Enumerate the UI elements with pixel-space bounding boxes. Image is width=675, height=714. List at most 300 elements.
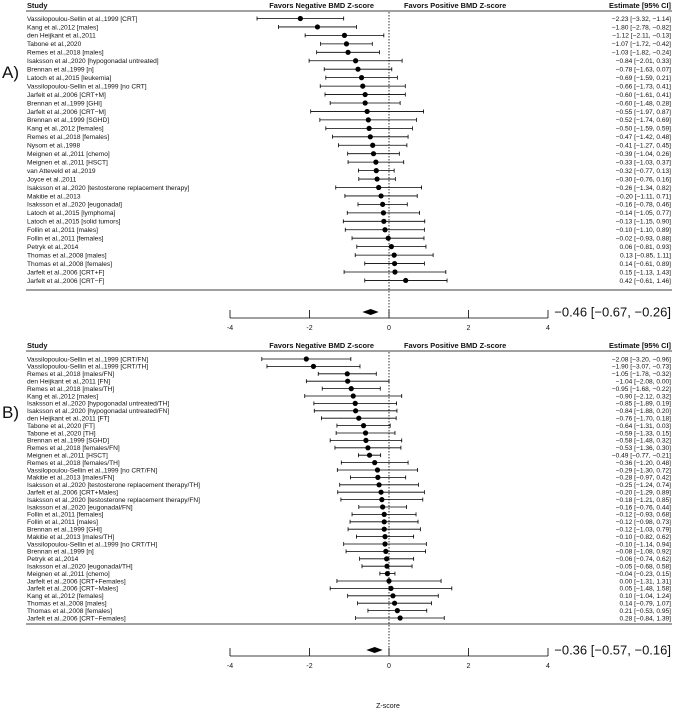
pooled-estimate-diamond — [366, 647, 382, 653]
study-row — [27, 416, 671, 423]
estimate-text: 0.21 [−0.53, 0.95] — [619, 607, 671, 615]
estimate-text: −0.84 [−1.88, 0.20] — [615, 408, 671, 416]
study-label: Jarfelt et al.,2006 [CRT−Males] — [27, 585, 118, 593]
point-estimate — [360, 84, 365, 89]
study-label: Makitie et al.,2013 — [27, 193, 81, 201]
study-label: Isaksson et al.,2020 [hypogonadal untreated/TH] — [27, 400, 170, 408]
x-tick-label: -4 — [226, 325, 234, 332]
point-estimate — [355, 67, 360, 72]
estimate-text: −1.12 [−2.11, −0.13] — [612, 32, 671, 40]
estimate-text: −0.02 [−0.93, 0.88] — [615, 235, 671, 243]
study-row — [27, 109, 671, 116]
study-row — [27, 356, 671, 363]
point-estimate — [363, 100, 368, 105]
point-estimate — [315, 24, 320, 29]
study-label: Jarfelt et al.,2006 [CRT−Females] — [27, 615, 126, 623]
study-label: Follin et al.,2011 [females] — [27, 235, 104, 243]
point-estimate — [363, 438, 368, 443]
estimate-text: −0.20 [−1.29, 0.89] — [615, 489, 671, 497]
estimate-text: −0.50 [−1.59, 0.59] — [615, 125, 671, 133]
point-estimate — [361, 423, 366, 428]
pooled-estimate-text: −0.46 [−0.67, −0.26] — [554, 304, 671, 320]
x-tick-label: -4 — [226, 663, 234, 670]
study-label: Isaksson et al.,2020 [hypogonadal untreated/FN] — [27, 408, 170, 416]
estimate-text: −0.41 [−1.27, 0.45] — [615, 142, 671, 150]
header-favors-positive: Favors Positive BMD Z-score — [404, 341, 507, 350]
study-label: Thomas et al.,2008 [males] — [27, 252, 107, 260]
study-row — [27, 482, 671, 489]
study-row — [27, 117, 671, 124]
estimate-text: −0.28 [−0.97, 0.42] — [615, 474, 671, 482]
point-estimate — [365, 445, 370, 450]
point-estimate — [380, 202, 385, 207]
study-label: Vassilopoulou-Sellin et al.,1999 [CRT/FN] — [27, 356, 149, 364]
study-label: van Atteveld et al.,2019 — [27, 167, 96, 175]
point-estimate — [349, 386, 354, 391]
point-estimate — [368, 134, 373, 139]
point-estimate — [375, 467, 380, 472]
estimate-text: −0.59 [−1.33, 0.15] — [615, 430, 671, 438]
study-row — [27, 261, 671, 268]
study-row — [27, 497, 671, 504]
study-label: Isaksson et al.,2020 [testosterone replacement therapy] — [27, 184, 190, 192]
estimate-text: 0.14 [−0.79, 1.07] — [619, 600, 671, 608]
study-rows — [27, 16, 671, 285]
study-label: Jarfelt et al.,2006 [CRT+Males] — [27, 489, 118, 497]
x-axis-title: Z-score — [376, 703, 400, 710]
point-estimate — [386, 236, 391, 241]
study-row — [27, 92, 671, 99]
study-label: Latoch et al.,2015 [solid tumors] — [27, 218, 121, 226]
point-estimate — [378, 193, 383, 198]
point-estimate — [374, 168, 379, 173]
x-tick-label: 2 — [466, 663, 471, 670]
estimate-text: 0.13 [−0.85, 1.11] — [619, 252, 671, 260]
estimate-text: −0.85 [−1.89, 0.19] — [615, 400, 671, 408]
estimate-text: −0.49 [−0.77, −0.21] — [611, 452, 671, 460]
point-estimate — [384, 564, 389, 569]
point-estimate — [371, 151, 376, 156]
study-row — [27, 58, 671, 65]
study-label: Brennan et al.,1999 [SGHD] — [27, 437, 110, 445]
study-row — [27, 379, 671, 386]
point-estimate — [381, 219, 386, 224]
study-label: Makitie et al.,2013 [males/FN] — [27, 474, 115, 482]
study-row — [27, 75, 671, 82]
estimate-text: −0.16 [−0.78, 0.46] — [615, 201, 671, 209]
estimate-text: −0.32 [−0.77, 0.13] — [615, 167, 671, 175]
point-estimate — [353, 401, 358, 406]
point-estimate — [353, 408, 358, 413]
estimate-text: −0.64 [−1.31, 0.03] — [615, 422, 671, 430]
estimate-text: −0.18 [−1.21, 0.85] — [615, 496, 671, 504]
point-estimate — [370, 143, 375, 148]
study-label: Petryk et al.,2014 — [27, 243, 79, 251]
study-row — [27, 236, 671, 243]
study-label: Joyce et al.,2011 — [27, 176, 77, 184]
estimate-text: −0.84 [−2.01, 0.33] — [615, 58, 671, 66]
point-estimate — [345, 50, 350, 55]
study-label: Vassilopoulou-Sellin et al.,1999 [CRT] — [27, 15, 138, 23]
study-label: Vassilopoulou-Sellin et al.,1999 [no CRT/FN] — [27, 467, 158, 475]
estimate-text: −0.60 [−1.61, 0.41] — [615, 91, 671, 99]
estimate-text: −0.10 [−1.10, 0.89] — [615, 227, 671, 235]
study-row — [27, 593, 671, 600]
study-label: Meignen et al.,2011 [chemo] — [27, 151, 110, 158]
study-label: Isaksson et al.,2020 [hypogonadal untreated] — [27, 58, 159, 66]
estimate-text: −0.78 [−1.63, 0.07] — [615, 66, 671, 74]
study-row — [27, 534, 671, 541]
estimate-text: −1.03 [−1.82, −0.24] — [611, 49, 671, 57]
point-estimate — [351, 393, 356, 398]
point-estimate — [373, 160, 378, 165]
point-estimate — [386, 578, 391, 583]
estimate-text: −0.05 [−0.68, 0.58] — [615, 563, 671, 571]
study-row — [27, 227, 671, 234]
estimate-text: 0.06 [−0.81, 0.93] — [619, 243, 671, 251]
estimate-text: −0.25 [−1.24, 0.74] — [615, 482, 671, 490]
point-estimate — [388, 586, 393, 591]
study-label: den Heijkant et al.,2011 [FN] — [27, 378, 111, 386]
point-estimate — [384, 556, 389, 561]
study-row — [27, 219, 671, 226]
study-row — [27, 541, 671, 548]
estimate-text: −0.10 [−0.82, 0.62] — [615, 533, 671, 541]
study-row — [27, 401, 671, 408]
study-label: Kang et al.,2012 [females] — [27, 593, 104, 601]
study-row — [27, 252, 671, 259]
study-label: Makitie et al.,2013 [males/TH] — [27, 533, 115, 541]
x-tick-label: -2 — [306, 663, 313, 670]
study-row — [27, 608, 671, 615]
estimate-text: −0.76 [−1.70, 0.18] — [615, 415, 671, 423]
study-row — [27, 504, 671, 511]
study-row — [27, 586, 671, 593]
study-label: Vassilopoulou-Sellin et al.,1999 [CRT/TH] — [27, 363, 149, 371]
study-label: Jarfelt et al.,2006 [CRT+M] — [27, 91, 106, 99]
estimate-text: −0.16 [−0.76, 0.44] — [615, 504, 671, 512]
study-label: Meignen et al.,2011 [chemo] — [27, 570, 110, 578]
point-estimate — [392, 269, 397, 274]
estimate-text: −0.36 [−1.20, 0.48] — [615, 459, 671, 467]
study-row — [27, 159, 671, 166]
x-tick-label: 4 — [546, 325, 550, 332]
study-label: Nysom et al.,1998 — [27, 142, 81, 150]
estimate-text: −0.10 [−1.14, 0.94] — [615, 541, 671, 549]
point-estimate — [374, 176, 379, 181]
point-estimate — [381, 210, 386, 215]
point-estimate — [372, 460, 377, 465]
study-label: Brennan et al.,1999 [n] — [27, 66, 94, 74]
x-tick-label: -2 — [306, 325, 313, 332]
study-label: Tabone et al.,2020 — [27, 41, 82, 49]
study-row — [27, 578, 671, 585]
study-label: Remes et al.,2018 [males] — [27, 49, 104, 57]
point-estimate — [342, 33, 347, 38]
study-row — [27, 50, 671, 57]
point-estimate — [376, 185, 381, 190]
panel-label-b: B) — [2, 403, 19, 422]
point-estimate — [382, 541, 387, 546]
study-row — [27, 386, 671, 393]
point-estimate — [304, 356, 309, 361]
study-label: Remes et al.,2018 [males/FN] — [27, 371, 115, 379]
x-axis — [227, 648, 550, 670]
point-estimate — [311, 364, 316, 369]
study-row — [27, 202, 671, 209]
point-estimate — [367, 126, 372, 131]
study-row — [27, 453, 671, 460]
study-row — [27, 176, 671, 183]
study-label: den Heijkant et al.,2011 — [27, 32, 96, 40]
study-row — [27, 490, 671, 497]
study-label: Jarfelt et al.,2006 [CRT−F] — [27, 277, 105, 285]
point-estimate — [298, 16, 303, 21]
study-label: Isaksson et al.,2020 [eugonadal/TH] — [27, 563, 133, 571]
study-label: Vassilopoulou-Sellin et al.,1999 [no CRT/TH] — [27, 541, 158, 549]
header-study: Study — [27, 341, 48, 350]
study-label: Follin et al.,2011 [females] — [27, 511, 104, 519]
study-label: Petryk et al.,2014 — [27, 556, 79, 564]
study-row — [27, 430, 671, 437]
study-label: Meignen et al.,2011 [HSCT] — [27, 452, 108, 460]
point-estimate — [344, 41, 349, 46]
estimate-text: −0.69 [−1.59, 0.21] — [615, 74, 671, 82]
estimate-text: −0.53 [−1.36, 0.30] — [615, 445, 671, 453]
study-row — [27, 33, 671, 40]
study-label: Remes et al.,2018 [females/FN] — [27, 445, 120, 453]
estimate-text: −0.58 [−1.48, 0.32] — [615, 437, 671, 445]
estimate-text: −0.47 [−1.42, 0.48] — [615, 134, 671, 142]
point-estimate — [375, 475, 380, 480]
study-row — [27, 16, 671, 23]
estimate-text: −0.39 [−1.04, 0.26] — [615, 151, 671, 158]
study-label: Isaksson et al.,2020 [testosterone replacement therapy/FN] — [27, 496, 200, 504]
header-favors-negative: Favors Negative BMD Z-score — [269, 341, 374, 350]
estimate-text: −0.60 [−1.48, 0.28] — [615, 100, 671, 108]
study-label: Thomas et al.,2008 [females] — [27, 260, 113, 268]
study-row — [27, 126, 671, 133]
estimate-text: −0.20 [−1.11, 0.71] — [616, 193, 671, 201]
estimate-text: −1.05 [−1.78, −0.32] — [611, 371, 671, 379]
estimate-text: −0.08 [−1.08, 0.92] — [615, 548, 671, 556]
study-label: Isaksson et al.,2020 [eugonadal] — [27, 201, 122, 209]
study-label: Brennan et al.,1999 [GHI] — [27, 100, 102, 108]
study-row — [27, 244, 671, 251]
study-row — [27, 601, 671, 608]
estimate-text: −0.66 [−1.73, 0.41] — [615, 83, 671, 91]
estimate-text: 0.15 [−1.13, 1.43] — [619, 269, 671, 277]
study-label: Isaksson et al.,2020 [eugonadal/FN] — [27, 504, 133, 512]
point-estimate — [395, 608, 400, 613]
estimate-text: −0.04 [−0.23, 0.15] — [615, 570, 671, 578]
point-estimate — [380, 504, 385, 509]
study-label: Jarfelt et al.,2006 [CRT−M] — [27, 108, 106, 116]
study-row — [27, 423, 671, 430]
study-row — [27, 549, 671, 556]
point-estimate — [363, 430, 368, 435]
point-estimate — [359, 75, 364, 80]
study-row — [27, 460, 671, 467]
study-label: Brennan et al.,1999 [GHI] — [27, 526, 102, 534]
point-estimate — [366, 117, 371, 122]
estimate-text: 0.42 [−0.61, 1.46] — [619, 277, 671, 285]
estimate-text: −0.90 [−2.12, 0.32] — [615, 393, 671, 401]
study-label: den Heijkant et al.,2011 [FT] — [27, 415, 110, 423]
study-label: Thomas et al.,2008 [males] — [27, 600, 107, 608]
study-row — [27, 143, 671, 150]
point-estimate — [385, 571, 390, 576]
point-estimate — [392, 601, 397, 606]
estimate-text: −0.26 [−1.34, 0.82] — [615, 184, 671, 192]
x-axis — [227, 310, 550, 332]
point-estimate — [392, 261, 397, 266]
estimate-text: −1.04 [−2.08, 0.00] — [615, 378, 671, 386]
study-label: Follin et al.,2011 [males] — [27, 227, 98, 235]
estimate-text: −0.29 [−1.30, 0.72] — [615, 467, 671, 475]
study-label: Meignen et al.,2011 [HSCT] — [27, 159, 108, 167]
forest-plot-b — [26, 341, 672, 670]
point-estimate — [383, 549, 388, 554]
point-estimate — [382, 534, 387, 539]
study-label: Vassilopoulou-Sellin et al.,1999 [no CRT] — [27, 83, 147, 91]
study-label: Follin et al.,2011 [males] — [27, 519, 98, 527]
x-tick-label: 4 — [546, 663, 550, 670]
estimate-text: 0.05 [−1.48, 1.58] — [619, 585, 671, 593]
point-estimate — [378, 490, 383, 495]
point-estimate — [390, 593, 395, 598]
point-estimate — [356, 416, 361, 421]
panel-label-a: A) — [2, 63, 19, 82]
study-row — [27, 168, 671, 175]
pooled-estimate-text: −0.36 [−0.57, −0.16] — [554, 642, 671, 658]
point-estimate — [382, 227, 387, 232]
study-row — [27, 278, 671, 285]
estimate-text: −0.55 [−1.97, 0.87] — [615, 108, 671, 116]
study-label: Remes et al.,2018 [females/TH] — [27, 459, 120, 467]
point-estimate — [345, 379, 350, 384]
estimate-text: −0.30 [−0.76, 0.16] — [615, 176, 671, 184]
header-favors-positive: Favors Positive BMD Z-score — [404, 1, 507, 10]
forest-plot-a — [26, 1, 672, 332]
header-favors-negative: Favors Negative BMD Z-score — [269, 1, 374, 10]
study-row — [27, 371, 671, 378]
point-estimate — [365, 109, 370, 114]
study-row — [27, 438, 671, 445]
study-row — [27, 185, 671, 192]
study-row — [27, 364, 671, 371]
estimate-text: −2.23 [−3.32, −1.14] — [611, 15, 671, 23]
study-label: Brennan et al.,1999 [SGHD] — [27, 117, 110, 125]
study-label: Isaksson et al.,2020 [testosterone replacement therapy/TH] — [27, 482, 200, 490]
estimate-text: −1.80 [−2.78, −0.82] — [611, 24, 671, 32]
study-row — [27, 445, 671, 452]
study-label: Jarfelt et al.,2006 [CRT+Females] — [27, 578, 126, 586]
point-estimate — [392, 253, 397, 258]
header-estimate: Estimate [95% CI] — [608, 1, 671, 10]
study-label: Thomas et al.,2008 [females] — [27, 607, 113, 615]
study-rows — [27, 356, 671, 622]
study-label: Tabone et al.,2020 [TH] — [27, 430, 96, 438]
study-row — [27, 193, 671, 200]
point-estimate — [403, 278, 408, 283]
study-row — [27, 24, 671, 31]
point-estimate — [382, 512, 387, 517]
study-label: Tabone et al.,2020 [FT] — [27, 422, 95, 430]
study-label: Kang et al.,2012 [males] — [27, 24, 99, 32]
estimate-text: −0.12 [−1.03, 0.79] — [615, 526, 671, 534]
point-estimate — [367, 453, 372, 458]
study-row — [27, 519, 671, 526]
estimate-text: −0.13 [−1.15, 0.90] — [615, 218, 671, 226]
study-row — [27, 83, 671, 90]
study-label: Kang et al.,2012 [females] — [27, 125, 104, 133]
study-label: Remes et al.,2018 [males/TH] — [27, 385, 115, 393]
point-estimate — [382, 519, 387, 524]
study-label: Remes et al.,2018 [females] — [27, 134, 110, 142]
study-row — [27, 475, 671, 482]
estimate-text: −0.12 [−0.98, 0.73] — [615, 519, 671, 527]
study-row — [27, 269, 671, 276]
study-row — [27, 41, 671, 48]
study-row — [27, 393, 671, 400]
estimate-text: 0.10 [−1.04, 1.24] — [619, 593, 671, 601]
study-label: Kang et al.,2012 [males] — [27, 393, 99, 401]
study-row — [27, 564, 671, 571]
point-estimate — [382, 527, 387, 532]
point-estimate — [353, 58, 358, 63]
estimate-text: −0.52 [−1.74, 0.69] — [615, 117, 671, 125]
x-tick-label: 0 — [387, 325, 391, 332]
study-label: Brennan et al.,1999 [n] — [27, 548, 94, 556]
study-row — [27, 210, 671, 217]
study-row — [27, 134, 671, 141]
estimate-text: −0.12 [−0.93, 0.68] — [615, 511, 671, 519]
study-row — [27, 408, 671, 415]
study-row — [27, 151, 671, 158]
pooled-estimate-diamond — [362, 309, 378, 315]
estimate-text: −0.14 [−1.05, 0.77] — [615, 210, 671, 218]
point-estimate — [389, 244, 394, 249]
study-row — [27, 615, 671, 622]
point-estimate — [376, 482, 381, 487]
study-row — [27, 512, 671, 519]
study-row — [27, 100, 671, 107]
estimate-text: 0.14 [−0.61, 0.89] — [619, 260, 671, 268]
study-label: Latoch et al.,2015 [leukemia] — [27, 74, 112, 82]
x-tick-label: 0 — [387, 663, 391, 670]
study-label: Jarfelt et al.,2006 [CRT+F] — [27, 269, 105, 277]
point-estimate — [345, 371, 350, 376]
estimate-text: −0.33 [−1.03, 0.37] — [615, 159, 671, 167]
estimate-text: 0.00 [−1.31, 1.31] — [619, 578, 671, 586]
estimate-text: −1.90 [−3.07, −0.73] — [611, 363, 671, 371]
x-tick-label: 2 — [466, 325, 471, 332]
study-row — [27, 527, 671, 534]
study-row — [27, 467, 671, 474]
point-estimate — [379, 497, 384, 502]
header-study: Study — [27, 1, 48, 10]
study-row — [27, 571, 671, 578]
estimate-text: −0.06 [−0.74, 0.62] — [615, 556, 671, 564]
header-estimate: Estimate [95% CI] — [608, 341, 671, 350]
study-label: Latoch et al.,2015 [lymphoma] — [27, 210, 116, 218]
estimate-text: −1.07 [−1.72, −0.42] — [611, 41, 671, 49]
study-row — [27, 556, 671, 563]
estimate-text: −2.08 [−3.20, −0.96] — [611, 356, 671, 364]
study-row — [27, 67, 671, 74]
point-estimate — [363, 92, 368, 97]
